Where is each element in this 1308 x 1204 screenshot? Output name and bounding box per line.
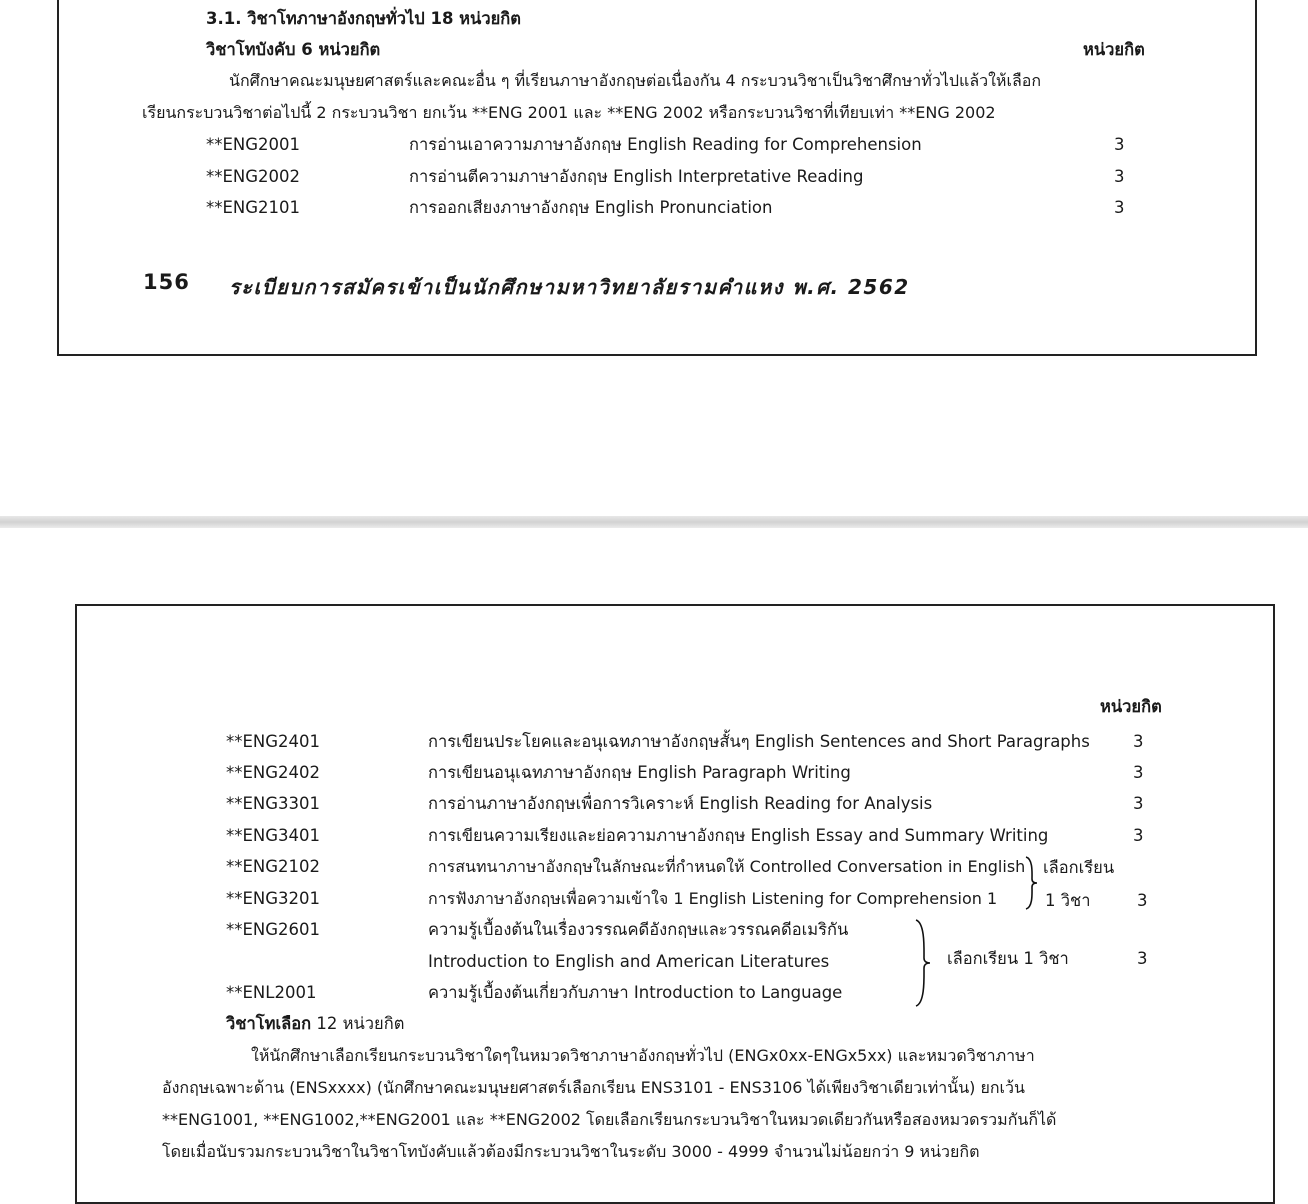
course-credits: 3: [1137, 949, 1148, 968]
course-title: การเขียนความเรียงและย่อความภาษาอังกฤษ English Essay and Summary Writing: [428, 826, 1049, 845]
course-code: **ENG2001: [206, 135, 301, 154]
page-separator: [0, 516, 1308, 528]
choose-note: 1 วิชา: [1045, 891, 1091, 910]
running-footer-title: ระเบียบการสมัครเข้าเป็นนักศึกษามหาวิทยาลัยรามคำแหง พ.ศ. 2562: [229, 275, 910, 299]
elective-heading-bold: วิชาโทเลือก: [226, 1014, 312, 1033]
course-title-en: Introduction to English and American Literatures: [428, 952, 830, 971]
paragraph-line: โดยเมื่อนับรวมกระบวนวิชาในวิชาโทบังคับแล้วต้องมีกระบวนวิชาในระดับ 3000 - 4999 จำนวนไม่น้อยกว่า 9 หน่วยกิต: [162, 1142, 980, 1161]
document-page-156: [57, 0, 1257, 356]
course-code: **ENG2601: [226, 920, 321, 939]
required-heading: วิชาโทบังคับ 6 หน่วยกิต: [206, 40, 381, 59]
course-title: ความรู้เบื้องต้นเกี่ยวกับภาษา Introduction to Language: [428, 983, 843, 1002]
course-title: การเขียนอนุเฉทภาษาอังกฤษ English Paragraph Writing: [428, 763, 851, 782]
page-number: 156: [143, 270, 190, 294]
course-credits: 3: [1114, 167, 1125, 186]
course-credits: 3: [1137, 891, 1148, 910]
right-brace-icon: [913, 918, 933, 1008]
paragraph-line: อังกฤษเฉพาะด้าน (ENSxxxx) (นักศึกษาคณะมนุษยศาสตร์เลือกเรียน ENS3101 - ENS3106 ได้เพียงวิชาเดียวเท่านั้น) ยกเว้น: [162, 1078, 1025, 1097]
course-title: การสนทนาภาษาอังกฤษในลักษณะที่กำหนดให้ Controlled Conversation in English: [428, 857, 1026, 876]
elective-heading-credits: 12 หน่วยกิต: [311, 1014, 405, 1033]
course-code: **ENL2001: [226, 983, 317, 1002]
paragraph-line: เรียนกระบวนวิชาต่อไปนี้ 2 กระบวนวิชา ยกเว้น **ENG 2001 และ **ENG 2002 หรือกระบวนวิชาที่เทียบเท่า **ENG 2002: [142, 103, 996, 122]
course-code: **ENG3401: [226, 826, 321, 845]
course-code: **ENG3201: [226, 889, 321, 908]
course-credits: 3: [1133, 763, 1144, 782]
course-title: การออกเสียงภาษาอังกฤษ English Pronunciation: [409, 198, 773, 217]
course-credits: 3: [1133, 732, 1144, 751]
credits-column-header: หน่วยกิต: [1100, 697, 1162, 716]
course-code: **ENG2002: [206, 167, 301, 186]
credits-column-header: หน่วยกิต: [1083, 40, 1145, 59]
course-code: **ENG3301: [226, 794, 321, 813]
course-code: **ENG2402: [226, 763, 321, 782]
paragraph-line: ให้นักศึกษาเลือกเรียนกระบวนวิชาใดๆในหมวดวิชาภาษาอังกฤษทั่วไป (ENGx0xx-ENGx5xx) และหมวดวิชาภาษา: [251, 1046, 1035, 1065]
right-brace-icon: [1023, 855, 1039, 911]
course-title: การเขียนประโยคและอนุเฉทภาษาอังกฤษสั้นๆ English Sentences and Short Paragraphs: [428, 732, 1090, 751]
course-title: การอ่านภาษาอังกฤษเพื่อการวิเคราะห์ English Reading for Analysis: [428, 794, 933, 813]
course-code: **ENG2101: [206, 198, 301, 217]
course-credits: 3: [1133, 826, 1144, 845]
paragraph-line: นักศึกษาคณะมนุษยศาสตร์และคณะอื่น ๆ ที่เรียนภาษาอังกฤษต่อเนื่องกัน 4 กระบวนวิชาเป็นวิชาศึกษาทั่วไปแล้วให้เลือก: [229, 71, 1042, 90]
course-title: ความรู้เบื้องต้นในเรื่องวรรณคดีอังกฤษและวรรณคดีอเมริกัน: [428, 920, 849, 939]
course-credits: 3: [1114, 198, 1125, 217]
course-credits: 3: [1133, 794, 1144, 813]
course-title: การอ่านเอาความภาษาอังกฤษ English Reading for Comprehension: [409, 135, 922, 154]
choose-note: เลือกเรียน: [1043, 858, 1115, 877]
course-credits: 3: [1114, 135, 1125, 154]
course-code: **ENG2401: [226, 732, 321, 751]
course-code: **ENG2102: [226, 857, 321, 876]
paragraph-line: **ENG1001, **ENG1002,**ENG2001 และ **ENG2002 โดยเลือกเรียนกระบวนวิชาในหมวดเดียวกันหรือสองหมวดรวมกันก็ได้: [162, 1110, 1057, 1129]
elective-heading: [226, 1014, 404, 1034]
section-heading: 3.1. วิชาโทภาษาอังกฤษทั่วไป 18 หน่วยกิต: [206, 9, 521, 28]
course-title: การฟังภาษาอังกฤษเพื่อความเข้าใจ 1 English Listening for Comprehension 1: [428, 889, 998, 908]
course-title: การอ่านตีความภาษาอังกฤษ English Interpretative Reading: [409, 167, 864, 186]
document-page: [75, 604, 1275, 1204]
choose-note: เลือกเรียน 1 วิชา: [947, 949, 1069, 968]
